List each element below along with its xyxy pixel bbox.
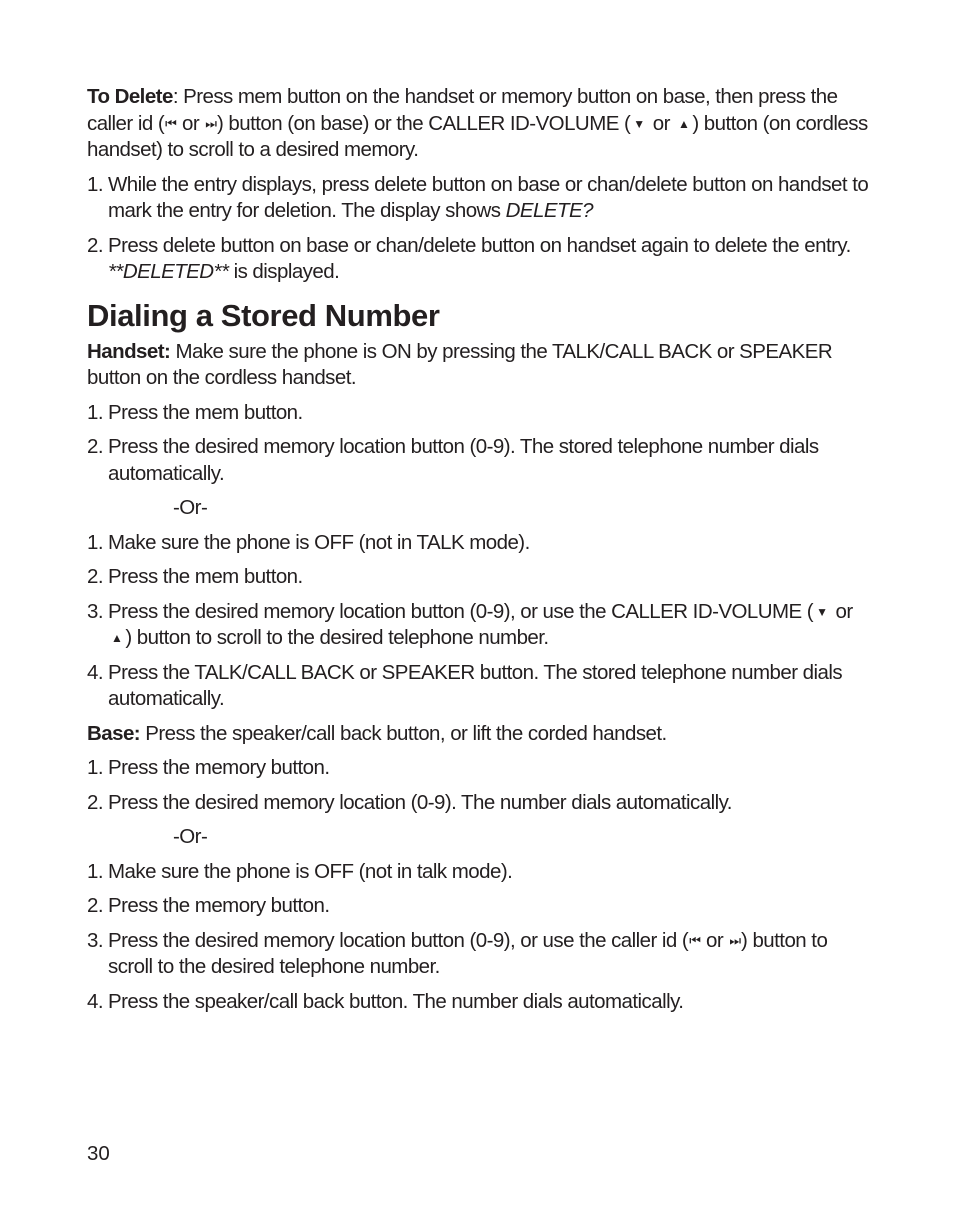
delete-label: To Delete: [87, 85, 173, 108]
list-item: 4. Press the speaker/call back button. The number dials automatically.: [87, 989, 684, 1013]
or-separator: -Or-: [173, 496, 208, 519]
down-arrow-icon: ▼: [633, 116, 645, 131]
skip-forward-icon: ⏭: [205, 115, 216, 131]
list-item: 2. Press the desired memory location (0-9). The number dials automatically.: [87, 790, 732, 814]
list-item: 2. Press the desired memory location button (0-9). The stored telephone number dials automatically.: [87, 435, 819, 485]
list-item: 3. Press the desired memory location button (0-9), or use the caller id (⏮ or ⏭) button to scroll to the desired telephone number.: [87, 928, 828, 978]
list-item: 1. While the entry displays, press delete button on base or chan/delete button on handset to mark the entry for deletion. The display shows DELETE?: [87, 172, 869, 222]
delete-instructions: To Delete: Press mem button on the handset or memory button on base, then press the caller id (⏮ or ⏭) button (on base) or the CALLER ID-VOLUME ( ▼ or ▲ ) button (on cordless handset) to scroll to a desired memory.: [87, 85, 868, 161]
list-item: 2. Press the memory button.: [87, 894, 330, 917]
base-intro: Base: Press the speaker/call back button, or lift the corded handset.: [87, 721, 667, 745]
list-item: 2. Press the mem button.: [87, 565, 303, 588]
up-arrow-icon: ▲: [678, 116, 690, 131]
list-item: 1. Make sure the phone is OFF (not in TALK mode).: [87, 530, 530, 554]
skip-forward-icon: ⏭: [729, 932, 741, 948]
list-item: 1. Make sure the phone is OFF (not in talk mode).: [87, 859, 513, 883]
section-heading: Dialing a Stored Number: [87, 297, 440, 333]
list-item: 4. Press the TALK/CALL BACK or SPEAKER button. The stored telephone number dials automatically.: [87, 660, 843, 710]
list-item: 1. Press the mem button.: [87, 400, 303, 424]
manual-page: [87, 84, 872, 1023]
or-separator: -Or-: [173, 825, 208, 848]
skip-back-icon: ⏮: [689, 932, 700, 948]
list-item: 1. Press the memory button.: [87, 756, 330, 779]
list-item: 2. Press delete button on base or chan/delete button on handset again to delete the entry. **DELETED** is displayed.: [87, 233, 851, 283]
handset-intro: Handset: Make sure the phone is ON by pressing the TALK/CALL BACK or SPEAKER button on the cordless handset.: [87, 339, 833, 389]
page-number: 30: [87, 1142, 110, 1165]
list-item: 3. Press the desired memory location button (0-9), or use the CALLER ID-VOLUME ( ▼ or ▲ ) button to scroll to the desired telephone number.: [87, 599, 872, 652]
handset-label: Handset:: [87, 339, 171, 363]
up-arrow-icon: ▲: [111, 631, 123, 645]
base-label: Base:: [87, 721, 141, 745]
skip-back-icon: ⏮: [165, 115, 176, 131]
down-arrow-icon: ▼: [816, 604, 828, 619]
